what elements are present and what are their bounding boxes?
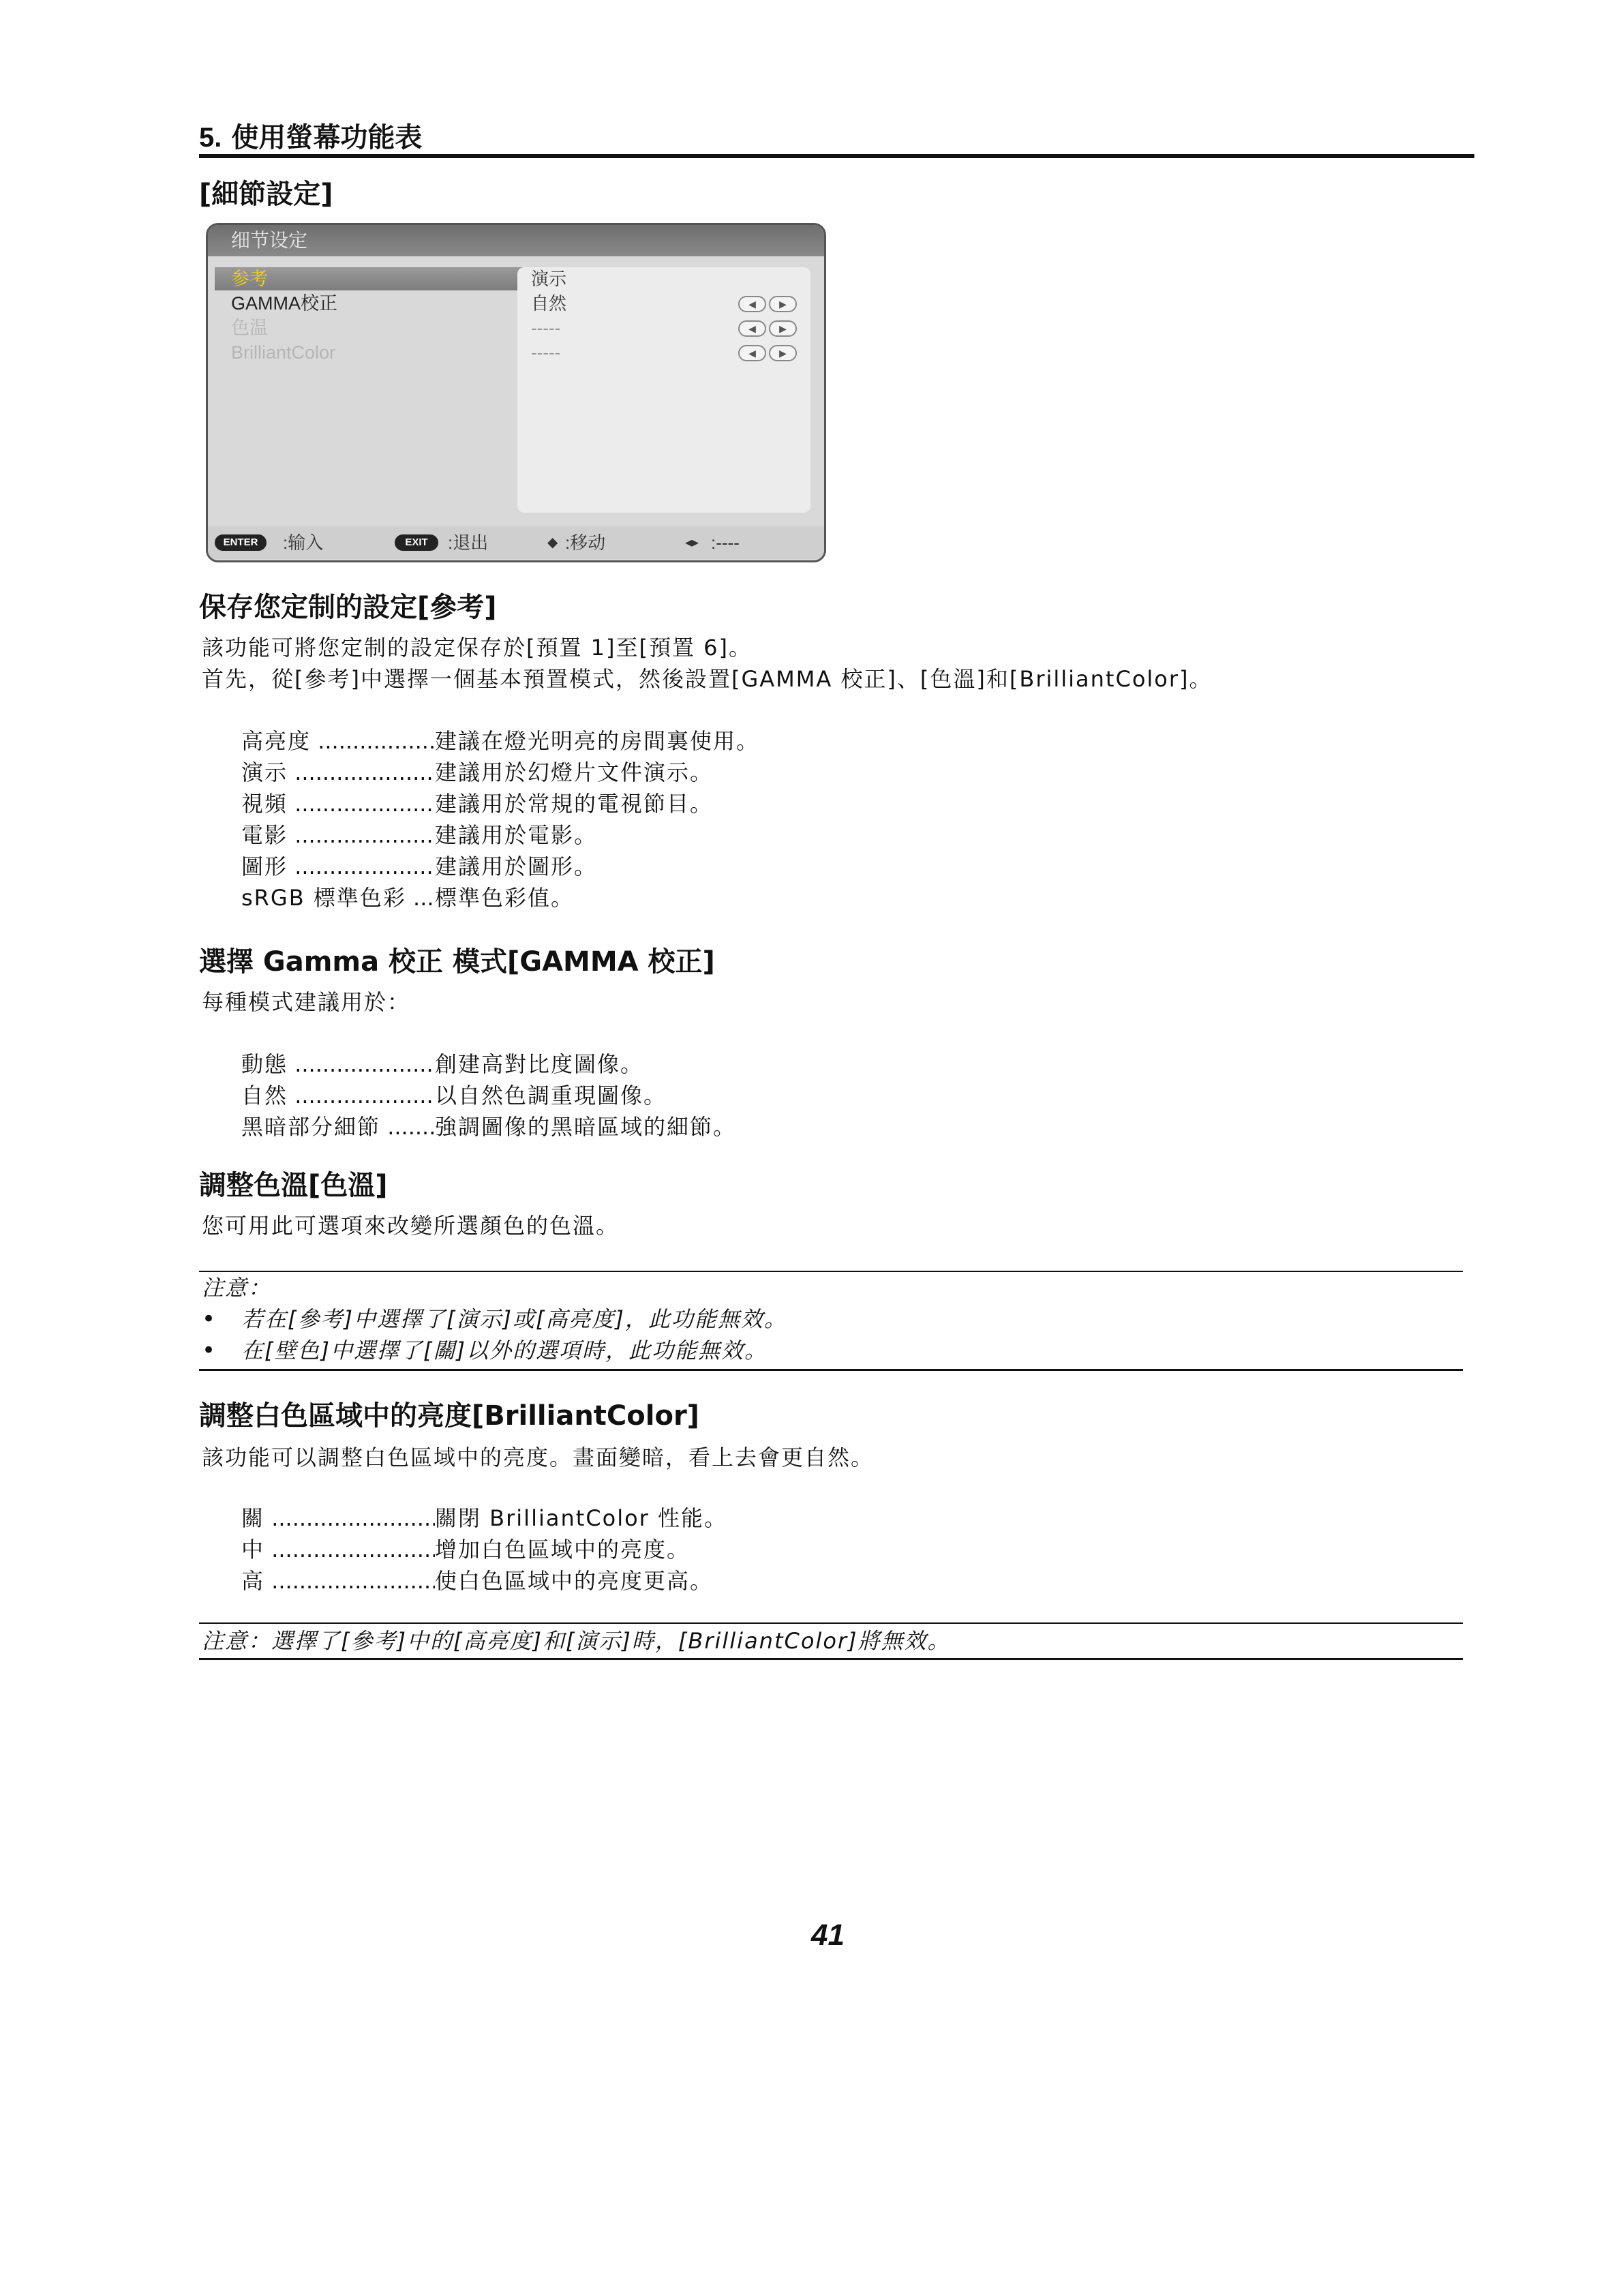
list-desc: 關閉 BrilliantColor 性能。	[435, 1505, 728, 1531]
color-temp-notes	[202, 1303, 787, 1366]
list-item	[241, 1502, 727, 1534]
enter-key-icon: ENTER	[215, 534, 267, 551]
list-desc: 使白色區域中的亮度更高。	[435, 1568, 714, 1594]
brilliantcolor-list	[241, 1502, 727, 1597]
list-term: 高 .....	[241, 1565, 435, 1597]
bullet-icon: •	[202, 1337, 217, 1364]
reference-heading: 保存您定制的設定[參考]	[199, 592, 497, 623]
osd-title: 细节设定	[208, 225, 824, 256]
osd-arrows-color-temp	[738, 320, 797, 337]
list-term: 動態 .....	[241, 1048, 435, 1080]
list-desc: 標準色彩值。	[435, 885, 575, 911]
up-down-icon: ◆	[547, 535, 558, 550]
list-desc: 增加白色區域中的亮度。	[435, 1537, 691, 1562]
note-text: 若在[參考]中選擇了[演示]或[高亮度]，此功能無效。	[241, 1306, 787, 1332]
list-item	[241, 1534, 727, 1565]
reference-mode-list	[241, 725, 759, 913]
list-item	[241, 1080, 736, 1111]
list-item	[241, 1048, 736, 1080]
brilliantcolor-note: 注意：選擇了[參考]中的[高亮度]和[演示]時，[BrilliantColor]將無效。	[202, 1628, 951, 1654]
list-item	[241, 757, 759, 788]
reference-paragraph-2: 首先，從[參考]中選擇一個基本預置模式，然後設置[GAMMA 校正]、[色溫]和[BrilliantColor]。	[202, 666, 1213, 692]
note-rule-top	[199, 1622, 1463, 1624]
arrow-left-icon: ◀	[738, 345, 766, 361]
list-term: 自然 .....	[241, 1080, 435, 1111]
gamma-paragraph: 每種模式建議用於：	[202, 989, 411, 1015]
osd-footer-adjust: :----	[711, 532, 740, 553]
chapter-number: 5.	[199, 123, 222, 153]
list-desc: 建議用於電影。	[435, 822, 598, 848]
list-desc: 以自然色調重現圖像。	[435, 1083, 667, 1108]
list-item	[241, 851, 759, 882]
note-label: 注意：	[202, 1275, 272, 1301]
osd-item-list	[215, 266, 508, 518]
chapter-title: 使用螢幕功能表	[231, 122, 423, 153]
exit-key-icon: EXIT	[395, 534, 438, 551]
osd-footer-move: :移动	[565, 532, 606, 553]
brilliantcolor-paragraph: 該功能可以調整白色區域中的亮度。畫面變暗，看上去會更自然。	[202, 1445, 875, 1470]
note-text: 在[壁色]中選擇了[關]以外的選項時，此功能無效。	[241, 1338, 768, 1363]
note-rule-top	[199, 1271, 1463, 1272]
osd-item-color-temp: 色温	[231, 318, 268, 338]
osd-value-gamma: 自然	[531, 293, 567, 314]
osd-menu-screenshot	[206, 223, 826, 562]
list-term: 電影 .....	[241, 819, 435, 851]
list-item	[241, 788, 759, 819]
color-temp-paragraph: 您可用此可選項來改變所選顏色的色溫。	[202, 1213, 620, 1239]
osd-value-reference: 演示	[531, 269, 567, 289]
arrow-right-icon: ▶	[769, 345, 797, 361]
list-desc: 建議用於幻燈片文件演示。	[435, 759, 714, 785]
list-term: 關 .....	[241, 1502, 435, 1534]
osd-footer	[208, 526, 824, 559]
osd-value-color-temp: -----	[531, 318, 561, 338]
left-right-icon: ◂▸	[685, 535, 699, 550]
arrow-right-icon: ▶	[769, 296, 797, 312]
bullet-icon: •	[202, 1305, 217, 1333]
osd-value-brilliantcolor: -----	[531, 342, 561, 363]
list-term: 黑暗部分細節 .....	[241, 1111, 435, 1143]
osd-arrows-brilliantcolor	[738, 345, 797, 361]
gamma-heading: 選擇 Gamma 校正 模式[GAMMA 校正]	[199, 946, 715, 978]
osd-value-panel	[517, 267, 810, 513]
list-desc: 建議在燈光明亮的房間裏使用。	[435, 728, 760, 754]
note-rule-bottom	[199, 1658, 1463, 1660]
page-number: 41	[811, 1918, 845, 1952]
section-title: [細節設定]	[199, 179, 333, 210]
list-item	[241, 725, 759, 757]
header-rule	[199, 154, 1474, 158]
arrow-left-icon: ◀	[738, 320, 766, 337]
note-item	[202, 1303, 787, 1335]
list-item	[241, 1111, 736, 1143]
arrow-left-icon: ◀	[738, 296, 766, 312]
list-desc: 強調圖像的黑暗區域的細節。	[435, 1114, 737, 1140]
gamma-mode-list	[241, 1048, 736, 1143]
list-item	[241, 819, 759, 851]
list-term: 中 .....	[241, 1534, 435, 1565]
chapter-heading	[199, 123, 422, 153]
list-desc: 創建高對比度圖像。	[435, 1051, 644, 1077]
osd-item-reference: 参考	[231, 269, 268, 289]
list-desc: 建議用於常規的電視節目。	[435, 791, 714, 817]
note-rule-bottom	[199, 1369, 1463, 1371]
arrow-right-icon: ▶	[769, 320, 797, 337]
list-term: 圖形 .....	[241, 851, 435, 882]
osd-footer-exit: :退出	[448, 532, 489, 553]
list-term: sRGB 標準色彩 .....	[241, 882, 435, 913]
list-desc: 建議用於圖形。	[435, 854, 598, 879]
brilliantcolor-heading: 調整白色區域中的亮度[BrilliantColor]	[199, 1400, 699, 1432]
list-item	[241, 1565, 727, 1597]
note-item	[202, 1335, 787, 1366]
osd-item-gamma: GAMMA校正	[231, 293, 338, 314]
color-temp-heading: 調整色溫[色溫]	[199, 1170, 388, 1201]
list-item	[241, 882, 759, 913]
osd-footer-enter: :输入	[283, 532, 324, 553]
reference-paragraph-1: 該功能可將您定制的設定保存於[預置 1]至[預置 6]。	[202, 635, 753, 661]
list-term: 演示 .....	[241, 757, 435, 788]
osd-arrows-gamma	[738, 296, 797, 312]
list-term: 視頻 .....	[241, 788, 435, 819]
list-term: 高亮度 .....	[241, 725, 435, 757]
osd-item-brilliantcolor: BrilliantColor	[231, 342, 336, 363]
